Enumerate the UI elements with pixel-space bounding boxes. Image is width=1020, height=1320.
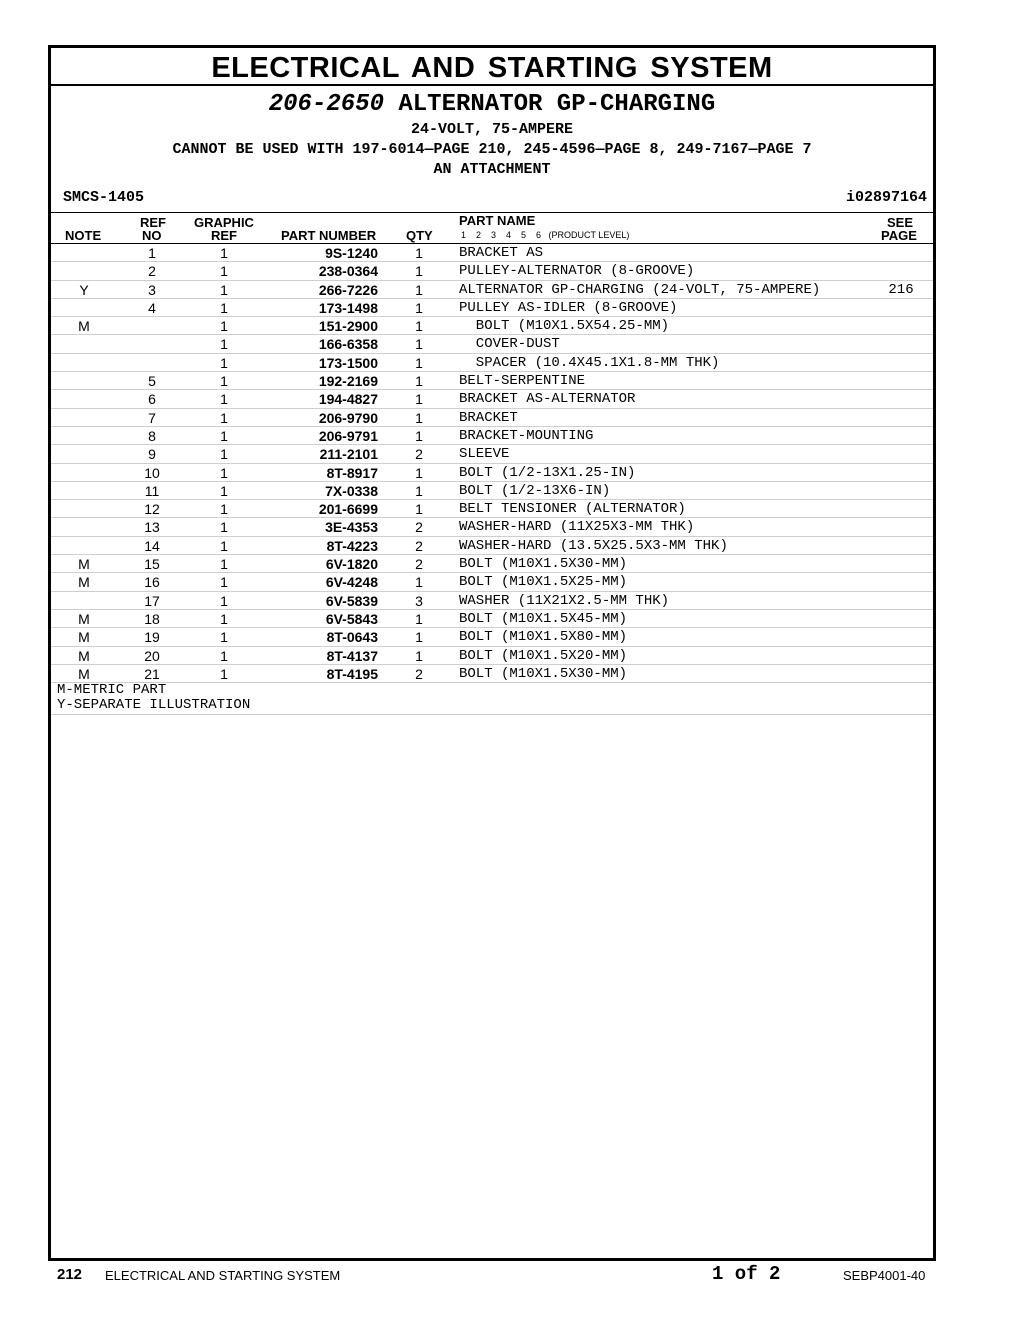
- footer-section: ELECTRICAL AND STARTING SYSTEM: [105, 1268, 341, 1283]
- table-row: [51, 427, 933, 445]
- ref-no-cell: 7: [148, 409, 156, 426]
- part-number-cell: 7X-0338: [325, 482, 378, 499]
- part-name-cell: BRACKET-MOUNTING: [459, 427, 594, 444]
- qty-cell: 1: [415, 245, 423, 261]
- table-row: [51, 464, 933, 482]
- part-number-cell: 6V-1820: [325, 556, 378, 573]
- part-number-cell: 211-2101: [319, 446, 378, 463]
- part-name-cell: BRACKET: [459, 409, 518, 426]
- graphic-ref-cell: 1: [220, 519, 228, 536]
- part-number-cell: 206-9790: [318, 409, 378, 426]
- graphic-ref-cell: 1: [220, 373, 228, 390]
- part-name-cell: BOLT (M10X1.5X30-MM): [459, 665, 628, 682]
- graphic-ref-cell: 1: [220, 427, 228, 444]
- group-name: ALTERNATOR GP-CHARGING: [398, 91, 716, 118]
- illustration-id: i02897164: [845, 189, 927, 206]
- table-row: [51, 555, 933, 573]
- part-name-cell: ALTERNATOR GP-CHARGING (24-VOLT, 75-AMPERE): [459, 281, 821, 298]
- qty-cell: 1: [415, 501, 423, 518]
- system-title: ELECTRICAL AND STARTING SYSTEM: [51, 48, 933, 86]
- ref-no-cell: 11: [144, 482, 160, 499]
- footer-sheet: 1 of 2: [712, 1263, 781, 1285]
- part-name-cell: BOLT (M10X1.5X80-MM): [459, 629, 628, 646]
- graphic-ref-cell: 1: [220, 629, 228, 646]
- part-number-cell: 8T-4137: [326, 647, 378, 664]
- graphic-ref-cell: 1: [220, 245, 228, 261]
- part-number-cell: 194-4827: [318, 391, 378, 408]
- part-number-cell: 151-2900: [318, 318, 378, 335]
- qty-cell: 3: [415, 592, 423, 609]
- graphic-ref-cell: 1: [220, 665, 228, 682]
- qty-cell: 1: [415, 354, 423, 371]
- note-cell: Y: [79, 281, 89, 298]
- graphic-ref-cell: 1: [220, 446, 228, 463]
- part-name-cell: BOLT (M10X1.5X45-MM): [459, 610, 628, 627]
- table-row: [51, 409, 933, 427]
- table-row: [51, 573, 933, 591]
- part-number-cell: 6V-4248: [325, 574, 378, 591]
- part-name-cell: BOLT (1/2-13X1.25-IN): [459, 464, 636, 481]
- ref-no-cell: 19: [144, 629, 160, 646]
- note-cell: M: [78, 665, 90, 682]
- part-name-cell: SLEEVE: [459, 446, 510, 463]
- qty-cell: 1: [415, 629, 423, 646]
- qty-cell: 1: [415, 391, 423, 408]
- table-row: [51, 537, 933, 555]
- header-part-number: PART NUMBER: [281, 228, 377, 243]
- note-cell: M: [78, 629, 90, 646]
- note-cell: M: [78, 610, 90, 627]
- part-number-cell: 9S-1240: [325, 245, 378, 261]
- part-number-cell: 266-7226: [318, 281, 378, 298]
- part-number-cell: 166-6358: [318, 336, 378, 353]
- part-name-cell: BRACKET AS-ALTERNATOR: [459, 391, 636, 408]
- qty-cell: 1: [415, 574, 423, 591]
- part-number-cell: 206-9791: [318, 427, 378, 444]
- graphic-ref-cell: 1: [220, 354, 228, 371]
- part-number-cell: 8T-4195: [326, 665, 378, 682]
- part-number-cell: 6V-5839: [325, 592, 378, 609]
- qty-cell: 1: [415, 464, 423, 481]
- ref-no-cell: 1: [148, 245, 156, 261]
- qty-cell: 2: [415, 446, 423, 463]
- header-product-levels: 1 2 3 4 5 6 (PRODUCT LEVEL): [461, 230, 630, 240]
- graphic-ref-cell: 1: [220, 409, 228, 426]
- page-footer: [0, 1262, 1020, 1292]
- part-number-cell: 8T-8917: [326, 464, 378, 481]
- part-number-cell: 8T-0643: [326, 629, 378, 646]
- part-number-cell: 238-0364: [318, 263, 378, 280]
- table-row: [51, 372, 933, 390]
- ref-no-cell: 8: [148, 427, 156, 444]
- qty-cell: 1: [415, 318, 423, 335]
- table-row: [51, 610, 933, 628]
- graphic-ref-cell: 1: [220, 263, 228, 280]
- ref-no-cell: 3: [148, 281, 156, 298]
- table-row: [51, 390, 933, 408]
- ref-no-cell: 15: [144, 556, 160, 573]
- group-restriction: CANNOT BE USED WITH 197-6014—PAGE 210, 245-4596—PAGE 8, 249-7167—PAGE 7: [172, 141, 812, 158]
- group-attachment: AN ATTACHMENT: [433, 161, 551, 178]
- table-row: [51, 317, 933, 335]
- header-see-top: SEE: [887, 215, 914, 230]
- ref-no-cell: 6: [148, 391, 156, 408]
- qty-cell: 1: [415, 281, 423, 298]
- graphic-ref-cell: 1: [220, 647, 228, 664]
- group-title: [51, 90, 933, 120]
- header-see-bottom: PAGE: [881, 228, 917, 243]
- part-name-cell: WASHER (11X21X2.5-MM THK): [459, 592, 670, 609]
- qty-cell: 1: [415, 610, 423, 627]
- table-row: [51, 647, 933, 665]
- graphic-ref-cell: 1: [220, 592, 228, 609]
- header-graphic-top: GRAPHIC: [194, 215, 254, 230]
- column-headers: [51, 213, 933, 244]
- part-name-cell: BOLT (M10X1.5X25-MM): [459, 574, 628, 591]
- part-number-cell: 3E-4353: [325, 519, 378, 536]
- part-number-cell: 173-1500: [318, 354, 378, 371]
- graphic-ref-cell: 1: [220, 537, 228, 554]
- note-separate-illustration: Y-SEPARATE ILLUSTRATION: [57, 697, 251, 714]
- qty-cell: 1: [415, 427, 423, 444]
- graphic-ref-cell: 1: [220, 464, 228, 481]
- graphic-ref-cell: 1: [220, 391, 228, 408]
- table-row: [51, 262, 933, 280]
- graphic-ref-cell: 1: [220, 299, 228, 316]
- table-row: [51, 354, 933, 372]
- ref-no-cell: 18: [144, 610, 160, 627]
- ref-no-cell: 17: [144, 592, 160, 609]
- table-row: [51, 482, 933, 500]
- note-metric: M-METRIC PART: [57, 682, 167, 699]
- part-name-cell: BELT TENSIONER (ALTERNATOR): [459, 501, 686, 518]
- part-name-cell: BRACKET AS: [459, 245, 544, 261]
- graphic-ref-cell: 1: [220, 482, 228, 499]
- header-ref-bottom: NO: [142, 228, 162, 243]
- group-number: 206-2650: [268, 91, 384, 118]
- part-name-cell: SPACER (10.4X45.1X1.8-MM THK): [459, 354, 720, 371]
- part-name-cell: BOLT (M10X1.5X30-MM): [459, 556, 628, 573]
- note-cell: M: [78, 574, 90, 591]
- qty-cell: 1: [415, 409, 423, 426]
- ref-no-cell: 5: [148, 373, 156, 390]
- table-row: [51, 445, 933, 463]
- ref-no-cell: 14: [144, 537, 160, 554]
- table-row: [51, 244, 933, 262]
- ref-no-cell: 13: [144, 519, 160, 536]
- graphic-ref-cell: 1: [220, 281, 228, 298]
- group-spec: 24-VOLT, 75-AMPERE: [410, 121, 574, 138]
- smcs-row: [51, 186, 933, 208]
- qty-cell: 1: [415, 263, 423, 280]
- ref-no-cell: 10: [144, 464, 160, 481]
- smcs-code: SMCS-1405: [63, 189, 145, 206]
- parts-list: [51, 244, 933, 683]
- qty-cell: 1: [415, 647, 423, 664]
- qty-cell: 2: [415, 519, 423, 536]
- part-name-cell: BOLT (1/2-13X6-IN): [459, 482, 611, 499]
- qty-cell: 1: [415, 482, 423, 499]
- graphic-ref-cell: 1: [220, 574, 228, 591]
- part-name-cell: WASHER-HARD (11X25X3-MM THK): [459, 519, 695, 536]
- qty-cell: 2: [415, 665, 423, 682]
- part-number-cell: 173-1498: [318, 299, 378, 316]
- ref-no-cell: 21: [144, 665, 160, 682]
- notes-legend: [51, 683, 933, 715]
- header-part-name: PART NAME: [459, 213, 536, 228]
- part-number-cell: 6V-5843: [325, 610, 378, 627]
- part-name-cell: COVER-DUST: [459, 336, 560, 353]
- table-row: [51, 628, 933, 646]
- note-cell: M: [78, 318, 90, 335]
- ref-no-cell: 12: [144, 501, 160, 518]
- part-name-cell: BOLT (M10X1.5X20-MM): [459, 647, 628, 664]
- qty-cell: 1: [415, 299, 423, 316]
- ref-no-cell: 9: [148, 446, 156, 463]
- parts-page-frame: [48, 45, 936, 1261]
- qty-cell: 2: [415, 537, 423, 554]
- table-row: [51, 281, 933, 299]
- header-note: NOTE: [65, 228, 102, 243]
- ref-no-cell: 20: [144, 647, 160, 664]
- graphic-ref-cell: 1: [220, 336, 228, 353]
- part-number-cell: 201-6699: [318, 501, 378, 518]
- header-graphic-bottom: REF: [211, 228, 237, 243]
- part-name-cell: WASHER-HARD (13.5X25.5X3-MM THK): [459, 537, 728, 554]
- header-qty: QTY: [406, 228, 433, 243]
- ref-no-cell: 2: [148, 263, 156, 280]
- ref-no-cell: 4: [148, 299, 156, 316]
- part-number-cell: 192-2169: [318, 373, 378, 390]
- see-page-cell: 216: [888, 281, 914, 298]
- table-row: [51, 665, 933, 683]
- qty-cell: 1: [415, 336, 423, 353]
- part-name-cell: PULLEY AS-IDLER (8-GROOVE): [459, 299, 678, 316]
- table-row: [51, 335, 933, 353]
- footer-doc-id: SEBP4001-40: [843, 1268, 926, 1283]
- qty-cell: 1: [415, 373, 423, 390]
- header-ref-top: REF: [140, 215, 166, 230]
- part-name-cell: BELT-SERPENTINE: [459, 373, 586, 390]
- note-cell: M: [78, 556, 90, 573]
- table-row: [51, 500, 933, 518]
- note-cell: M: [78, 647, 90, 664]
- ref-no-cell: 16: [144, 574, 160, 591]
- qty-cell: 2: [415, 556, 423, 573]
- graphic-ref-cell: 1: [220, 501, 228, 518]
- graphic-ref-cell: 1: [220, 610, 228, 627]
- part-number-cell: 8T-4223: [326, 537, 378, 554]
- part-name-cell: BOLT (M10X1.5X54.25-MM): [459, 318, 670, 335]
- part-name-cell: PULLEY-ALTERNATOR (8-GROOVE): [459, 263, 695, 280]
- footer-page-number: 212: [57, 1266, 83, 1283]
- table-row: [51, 518, 933, 536]
- table-row: [51, 592, 933, 610]
- graphic-ref-cell: 1: [220, 318, 228, 335]
- table-row: [51, 299, 933, 317]
- graphic-ref-cell: 1: [220, 556, 228, 573]
